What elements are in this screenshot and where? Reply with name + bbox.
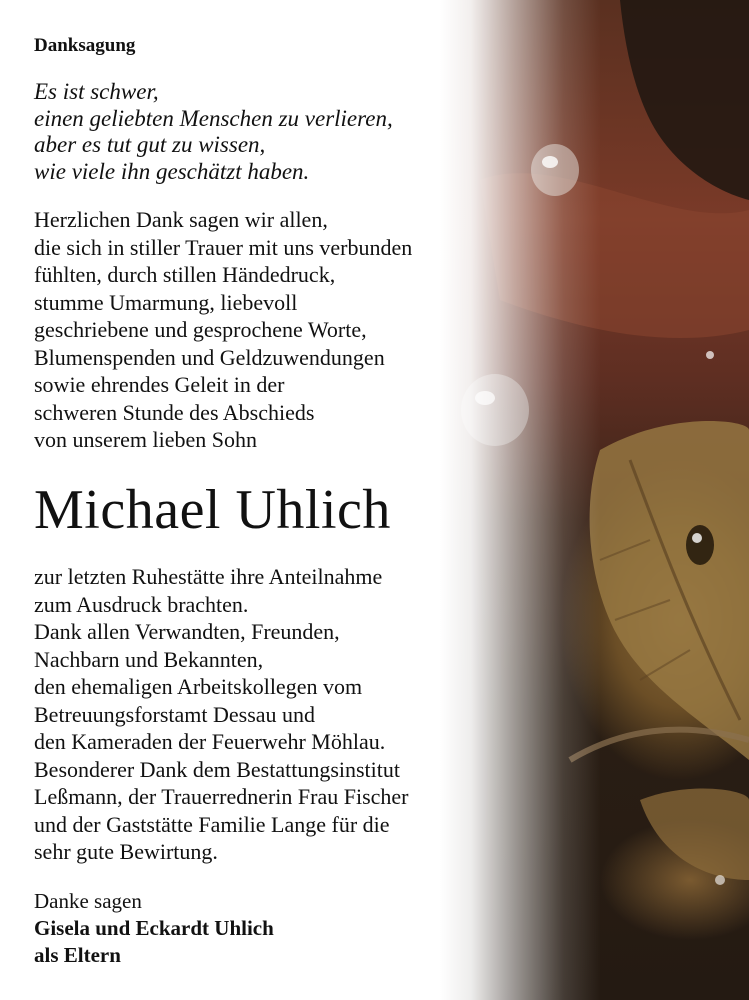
paragraph-line: geschriebene und gesprochene Worte, <box>34 317 367 342</box>
signers-relation: als Eltern <box>34 943 121 967</box>
paragraph-line: schweren Stunde des Abschieds <box>34 399 315 425</box>
paragraph-line: zur letzten Ruhestätte ihre Anteilnahme <box>34 564 383 589</box>
deceased-name: Michael Uhlich <box>34 479 391 541</box>
paragraph-line: den Kameraden der Feuerwehr Möhlau. <box>34 729 386 754</box>
paragraph-line: fühlten, durch stillen Händedruck, <box>34 262 336 287</box>
paragraph-line: zum Ausdruck brachten. <box>34 591 249 617</box>
notice-heading: Danksagung <box>34 35 136 56</box>
closing-signature <box>34 888 274 969</box>
photo-fade-overlay <box>440 0 749 1000</box>
paragraph-line: sehr gute Bewirtung. <box>34 839 218 864</box>
poem <box>34 79 393 185</box>
paragraph-line: sowie ehrendes Geleit in der <box>34 372 285 397</box>
signers-names: Gisela und Eckardt Uhlich <box>34 916 274 940</box>
paragraph-line: Leßmann, der Trauerrednerin Frau Fischer <box>34 784 409 809</box>
poem-line: wie viele ihn geschätzt haben. <box>34 158 310 184</box>
paragraph-line: von unserem lieben Sohn <box>34 427 258 452</box>
paragraph-line: Dank allen Verwandten, Freunden, <box>34 619 340 644</box>
paragraph-line: Betreuungsforstamt Dessau und <box>34 701 316 727</box>
closing-intro: Danke sagen <box>34 889 142 913</box>
paragraph-line: und der Gaststätte Familie Lange für die <box>34 811 390 837</box>
thanks-paragraph <box>34 206 412 454</box>
acknowledgement-paragraph <box>34 563 409 866</box>
paragraph-line: die sich in stiller Trauer mit uns verbunden <box>34 234 413 260</box>
paragraph-line: Nachbarn und Bekannten, <box>34 646 264 672</box>
paragraph-line: stumme Umarmung, liebevoll <box>34 289 298 315</box>
paragraph-line: Blumenspenden und Geldzuwendungen <box>34 344 385 370</box>
poem-line: Es ist schwer, <box>34 79 159 104</box>
paragraph-line: Herzlichen Dank sagen wir allen, <box>34 207 328 232</box>
poem-line: aber es tut gut zu wissen, <box>34 132 266 157</box>
poem-line: einen geliebten Menschen zu verlieren, <box>34 105 393 131</box>
paragraph-line: Besonderer Dank dem Bestattungsinstitut <box>34 756 400 782</box>
paragraph-line: den ehemaligen Arbeitskollegen vom <box>34 674 363 699</box>
